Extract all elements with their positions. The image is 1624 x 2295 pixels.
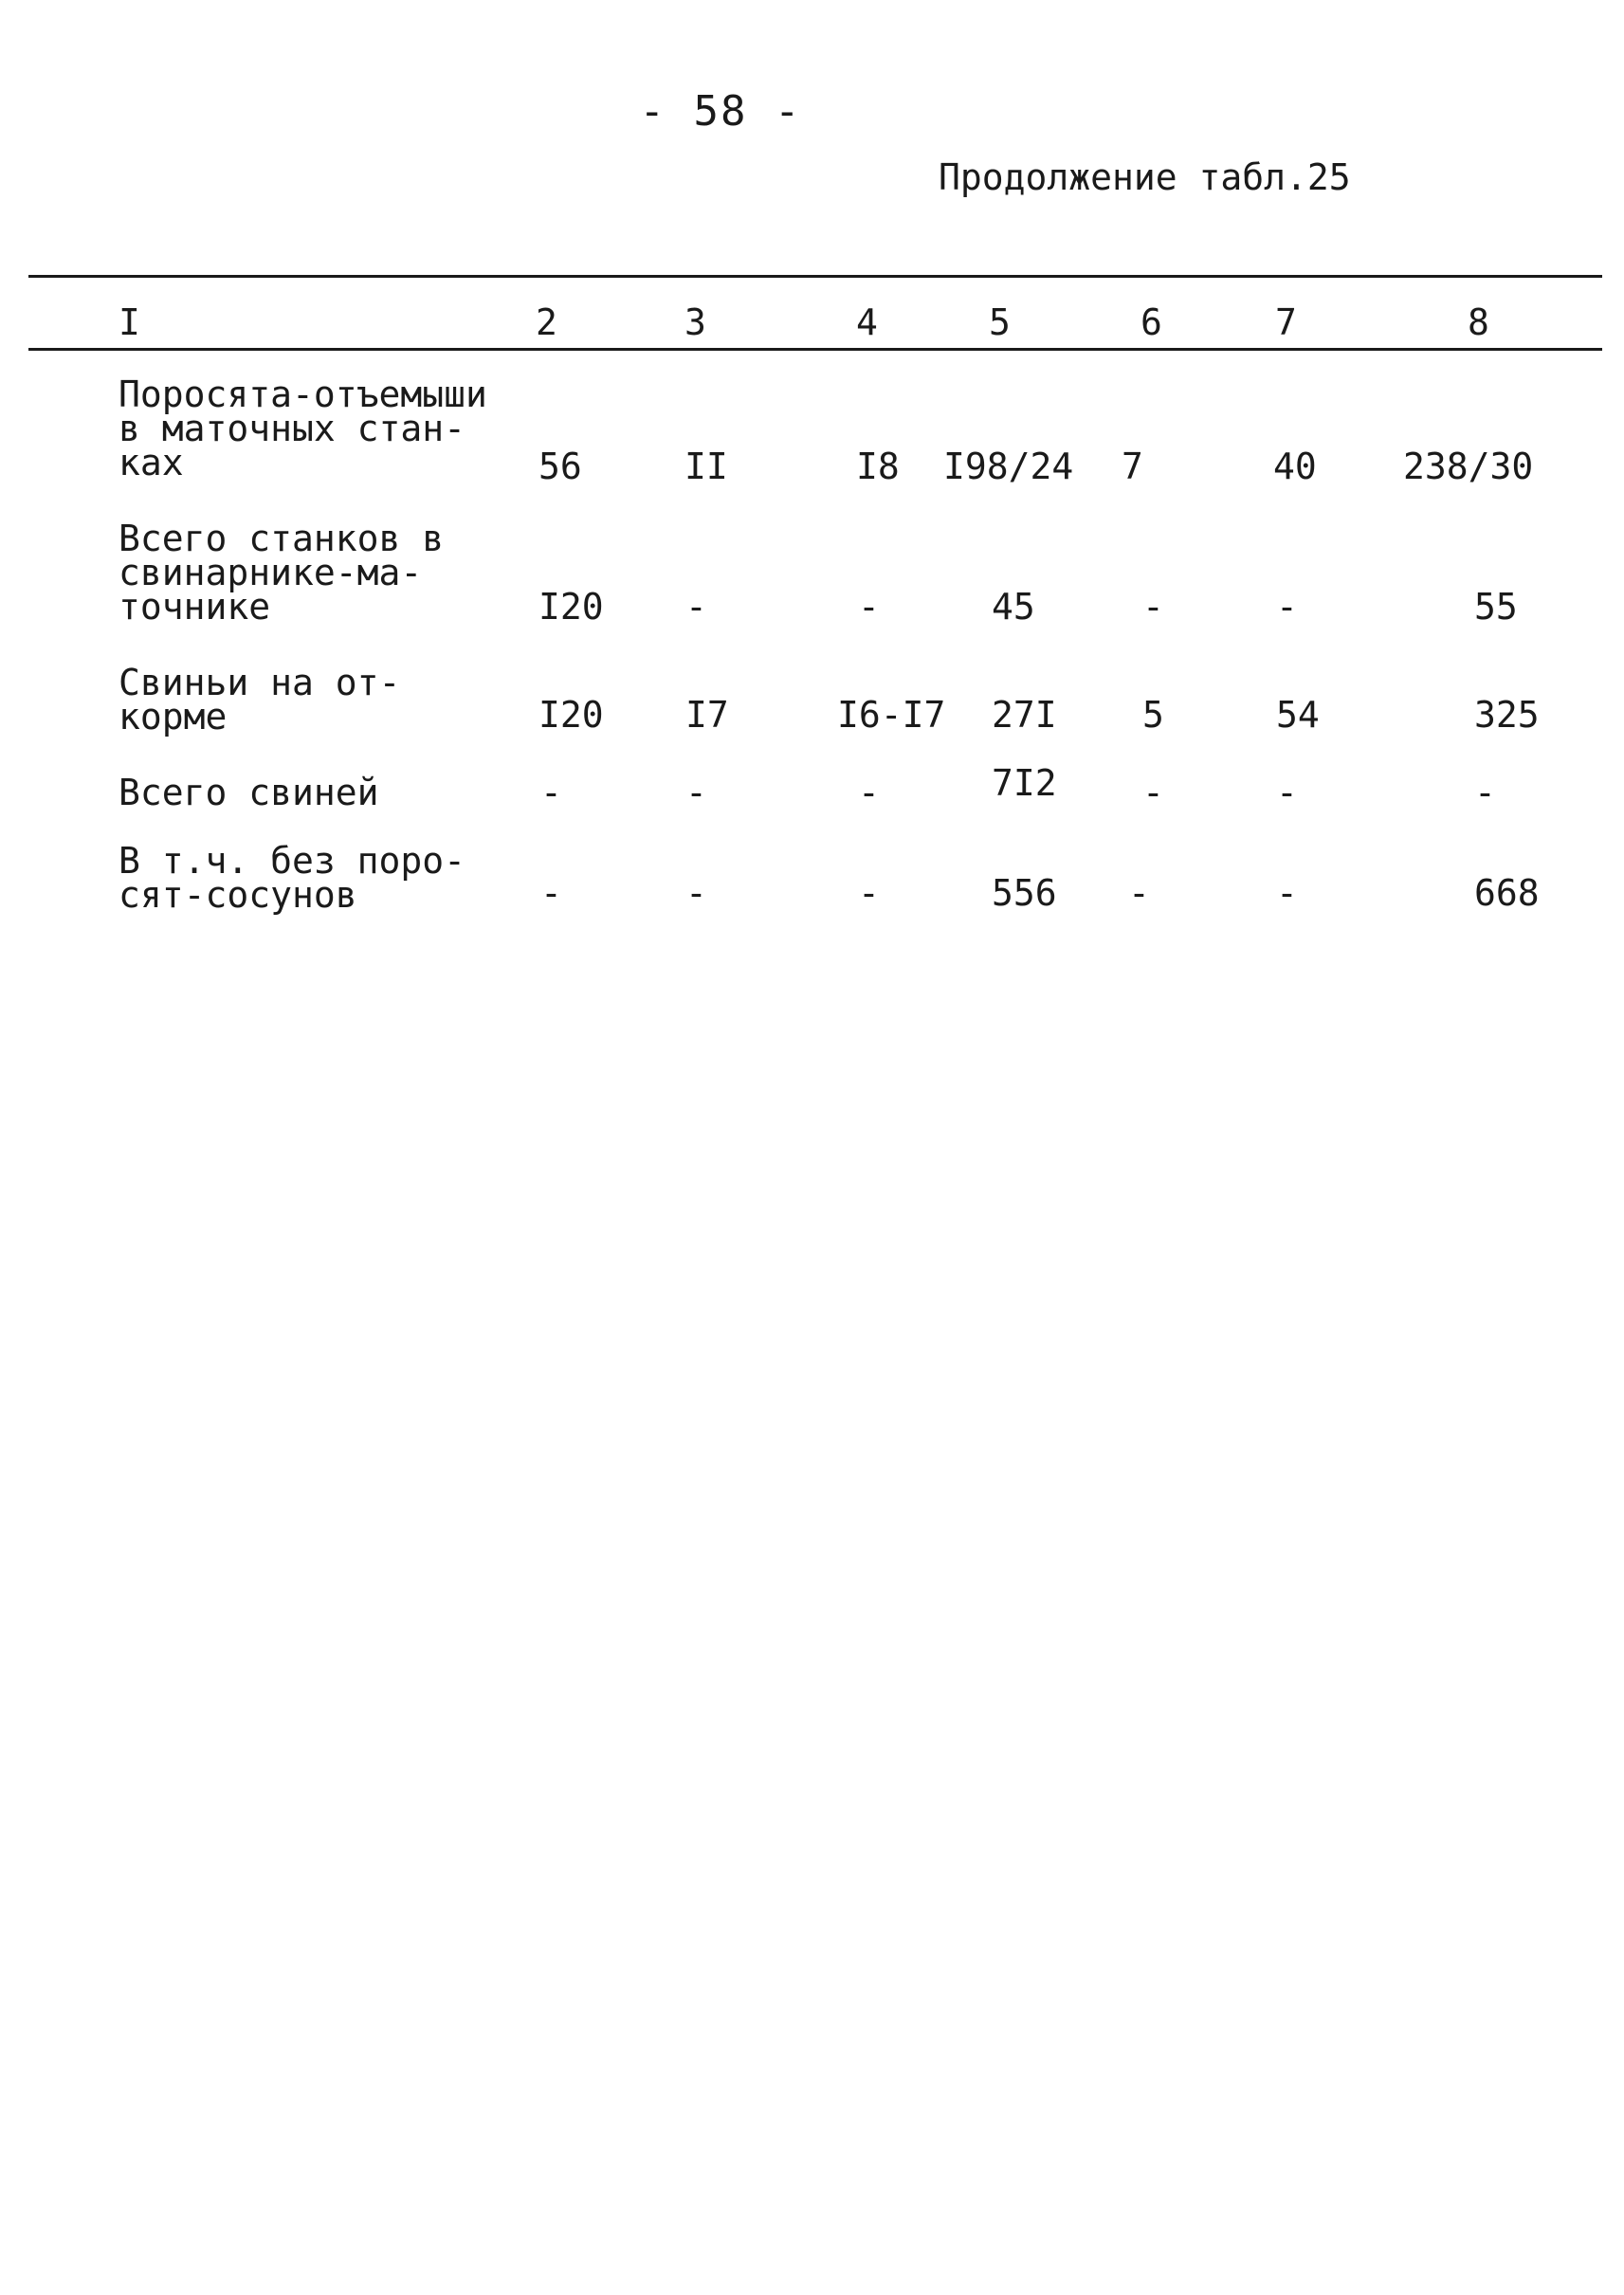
row-label: Всего свиней xyxy=(119,772,379,813)
row-label: Всего станков в свинарнике-ма- точнике xyxy=(119,518,445,628)
table-cell: - xyxy=(858,872,880,914)
table-cell: - xyxy=(1474,772,1496,813)
table-cell: 556 xyxy=(992,872,1057,914)
table-cell: - xyxy=(1276,872,1298,914)
table-cell: I20 xyxy=(538,694,604,736)
table-cell: - xyxy=(1276,586,1298,628)
table-cell: - xyxy=(685,586,707,628)
table-cell: 325 xyxy=(1474,694,1540,736)
table-cell: - xyxy=(1142,586,1164,628)
table-top-rule xyxy=(28,275,1602,278)
table-cell: - xyxy=(858,586,880,628)
table-cell: - xyxy=(1276,772,1298,813)
table-cell: 668 xyxy=(1474,872,1540,914)
table-cell: - xyxy=(685,772,707,813)
table-cell: - xyxy=(858,772,880,813)
column-header-5: 5 xyxy=(989,301,1011,343)
table-cell: 54 xyxy=(1276,694,1320,736)
table-cell: 7 xyxy=(1122,446,1143,487)
table-cell: 7I2 xyxy=(992,762,1057,804)
column-header-6: 6 xyxy=(1140,301,1162,343)
column-header-2: 2 xyxy=(536,301,557,343)
table-cell: I8 xyxy=(856,446,900,487)
table-continuation-caption: Продолжение табл.25 xyxy=(939,156,1351,198)
table-cell: - xyxy=(1128,872,1150,914)
table-cell: 5 xyxy=(1142,694,1164,736)
row-label: Свиньи на от- корме xyxy=(119,662,401,738)
row-label: В т.ч. без поро- сят-сосунов xyxy=(119,840,466,916)
row-label: Поросята-отъемыши в маточных стан- ках xyxy=(119,373,487,483)
table-cell: 55 xyxy=(1474,586,1518,628)
column-header-8: 8 xyxy=(1468,301,1489,343)
table-cell: 40 xyxy=(1273,446,1317,487)
table-cell: - xyxy=(1142,772,1164,813)
table-cell: I7 xyxy=(685,694,729,736)
table-cell: II xyxy=(684,446,728,487)
table-header-rule xyxy=(28,348,1602,351)
table-cell: I6-I7 xyxy=(837,694,946,736)
column-header-7: 7 xyxy=(1275,301,1297,343)
column-header-4: 4 xyxy=(856,301,878,343)
table-cell: 27I xyxy=(992,694,1057,736)
table-cell: - xyxy=(540,872,562,914)
table-cell: I20 xyxy=(538,586,604,628)
table-cell: 45 xyxy=(992,586,1035,628)
table-cell: - xyxy=(540,772,562,813)
table-cell: - xyxy=(685,872,707,914)
table-cell: 56 xyxy=(538,446,582,487)
page-number: - 58 - xyxy=(639,87,802,136)
column-header-1: I xyxy=(119,301,140,343)
column-header-3: 3 xyxy=(684,301,706,343)
table-cell: I98/24 xyxy=(943,446,1074,487)
table-cell: 238/30 xyxy=(1403,446,1534,487)
